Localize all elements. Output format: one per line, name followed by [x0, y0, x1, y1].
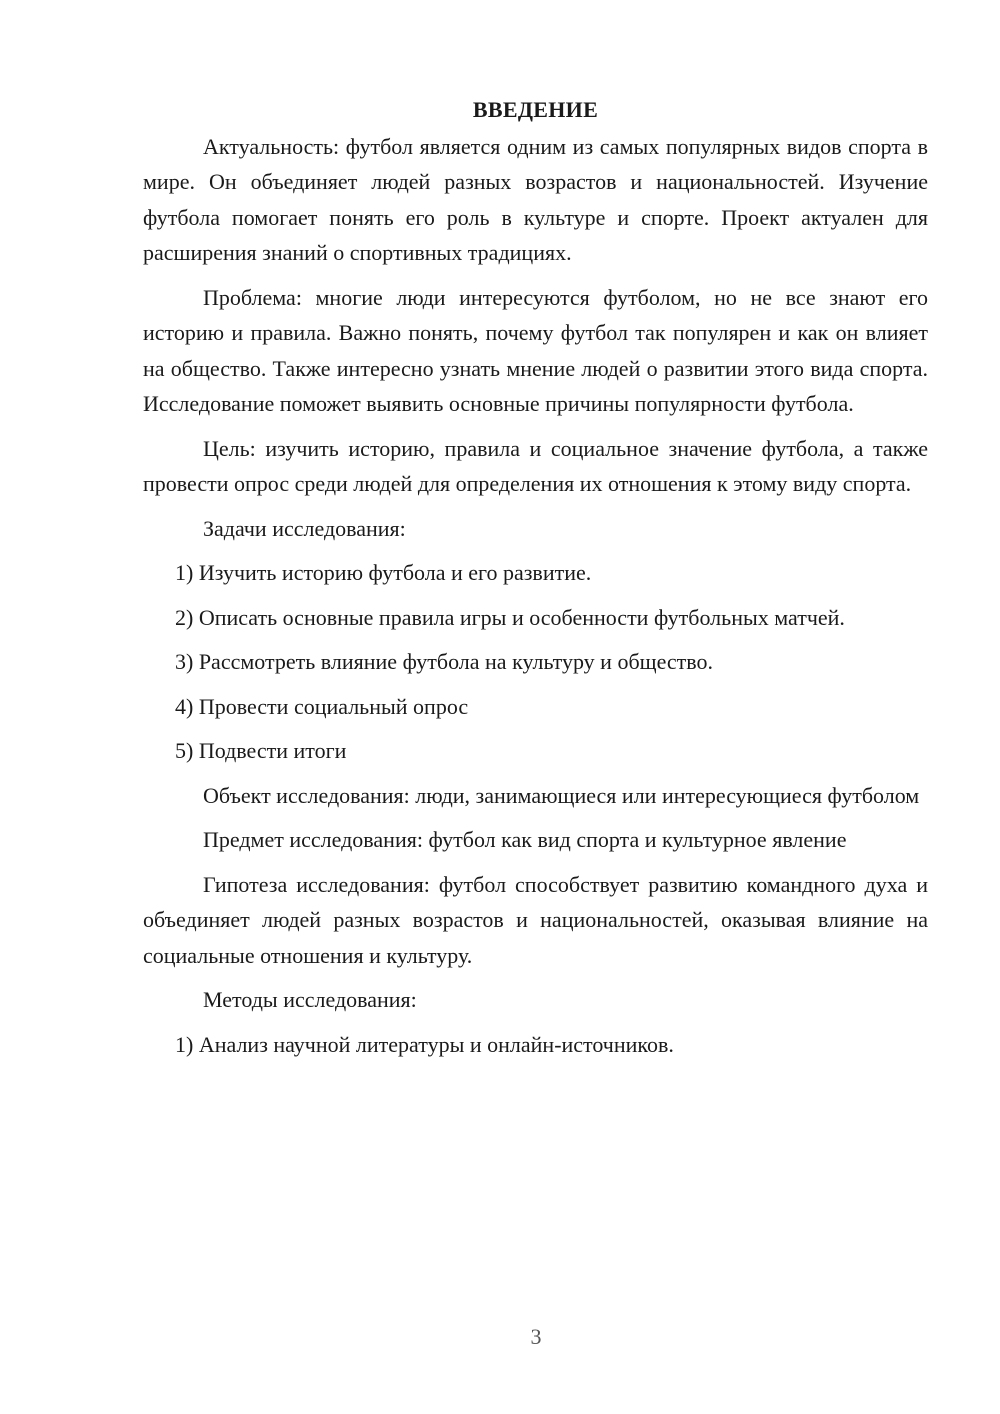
page-title: ВВЕДЕНИЕ: [472, 97, 599, 122]
object-paragraph: Объект исследования: люди, занимающиеся или интересующиеся футболом: [203, 782, 920, 808]
problem-paragraph: Проблема: многие люди интересуются футболом, но не все знают его историю и правила. Важно понять, почему футбол так популярен и как он влияет на общество. Также интересно узнать мнение людей о развитии этого вида спорта. Исследование поможет выявить основные причины популярности футбола.: [143, 284, 928, 416]
relevance-paragraph: Актуальность: футбол является одним из самых популярных видов спорта в мире. Он объединяет людей разных возрастов и национальностей. Изучение футбола помогает понять его роль в культуре и спорте. Проект актуален для расширения знаний о спортивных традициях.: [143, 133, 928, 265]
tasks-heading: Задачи исследования:: [203, 515, 406, 541]
subject-paragraph: Предмет исследования: футбол как вид спорта и культурное явление: [203, 827, 847, 852]
task-item: 3) Рассмотреть влияние футбола на культуру и общество.: [175, 649, 714, 674]
page-content: [143, 92, 928, 1071]
task-item: 5) Подвести итоги: [175, 738, 347, 763]
method-item: 1) Анализ научной литературы и онлайн-источников.: [175, 1031, 674, 1057]
methods-heading: Методы исследования:: [203, 987, 417, 1012]
page-number: 3: [530, 1324, 542, 1349]
task-item: 1) Изучить историю футбола и его развитие.: [175, 560, 592, 585]
goal-paragraph: Цель: изучить историю, правила и социальное значение футбола, а также провести опрос среди людей для определения их отношения к этому виду спорта.: [143, 435, 928, 496]
hypothesis-paragraph: Гипотеза исследования: футбол способствует развитию командного духа и объединяет людей разных возрастов и национальностей, оказывая влияние на социальные отношения и культуру.: [143, 871, 928, 968]
task-item: 2) Описать основные правила игры и особенности футбольных матчей.: [175, 604, 845, 630]
task-item: 4) Провести социальный опрос: [175, 693, 469, 719]
